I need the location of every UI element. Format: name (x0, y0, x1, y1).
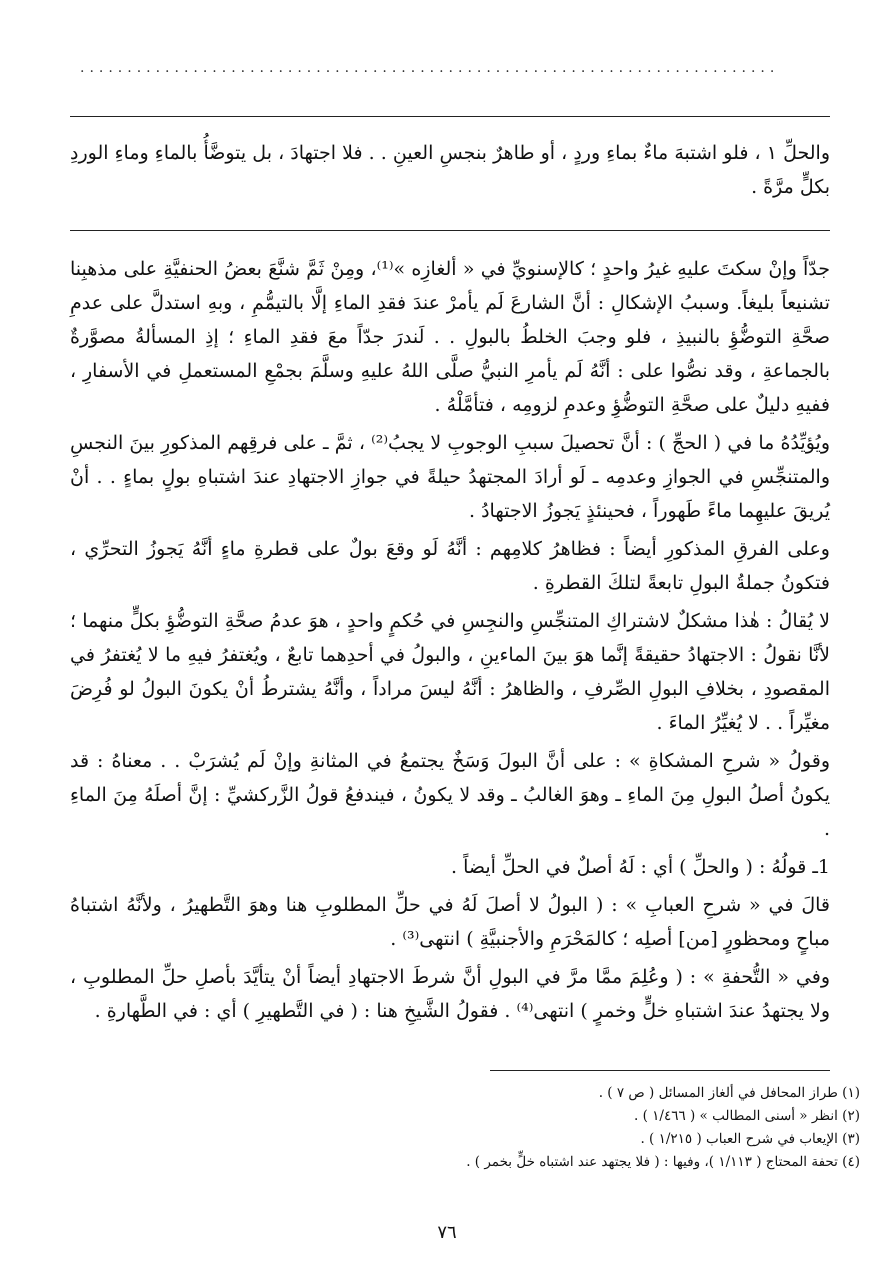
footnotes (300, 1082, 860, 1174)
footnote-3: (٣) الإيعاب في شرح العباب ( ١/٢١٥ ) . (640, 1131, 860, 1147)
paragraph-2: ويُؤيِّدُهُ ما في ( الحجِّ ) : أنَّ تحصيلَ سببِ الوجوبِ لا يجبُ⁽²⁾ ، ثمَّ ـ على فرقِهم المذكورِ بينَ النجسِ والمتنجِّسِ في الجوازِ وعدمِه ـ لَو أرادَ المجتهدُ حيلةً في جوازِ الاجتهادِ عندَ اشتباهِ بولٍ بماءٍ . . أنْ يُريقَ عليهِما ماءً طَهوراً ، فحينئذٍ يَجوزُ الاجتهادُ . (70, 432, 830, 522)
commentary-divider (70, 230, 830, 231)
paragraph-7: قالَ في « شرحِ العبابِ » : ( البولُ لا أصلَ لَهُ في حلِّ المطلوبِ هنا وهوَ التَّطهيرُ ، ولأنَّهُ اشتباهُ مباحٍ ومحظورٍ [من] أصلِه ؛ كالمَحْرَمِ والأجنبيَّةِ ) انتهى⁽³⁾ . (70, 894, 830, 950)
footnote-1: (١) طراز المحافل في ألغاز المسائل ( ص ٧ ) . (598, 1085, 860, 1101)
paragraph-4: لا يُقالُ : هٰذا مشكلٌ لاشتراكِ المتنجِّسِ والنجِسِ في حُكمٍ واحدٍ ، هوَ عدمُ صحَّةِ التوضُّؤِ بكلٍّ منهما ؛ لأنَّا نقولُ : الاجتهادُ حقيقةً إنَّما هوَ بينَ الماءينِ ، والبولُ في أحدِهما تابعٌ ، ويُغتفرُ فيهِ ما لا يُغتفرُ في المقصودِ ، بخلافِ البولِ الصِّرفِ ، والظاهرُ : أنَّهُ ليسَ مراداً ، وأنَّهُ يشترطُ أنْ يكونَ البولُ لو فُرِضَ مغيِّراً . . لا يُغيِّرُ الماءَ . (70, 610, 831, 734)
paragraph-6: 1ـ قولُهُ : ( والحلِّ ) أي : لَهُ أصلٌ في الحلِّ أيضاً . (450, 856, 830, 878)
margin-commentary: والحلِّ ١ ، فلو اشتبهَ ماءٌ بماءِ وردٍ ، أو طاهرٌ بنجسِ العينِ . . فلا اجتهادَ ، بل يتوضَّأُ بالماءِ وماءِ الوردِ بكلٍّ مرَّةً . (70, 142, 831, 198)
paragraph-5: وقولُ « شرحِ المشكاةِ » : على أنَّ البولَ وَسَخٌ يجتمعُ في المثانةِ وإنْ لَم يُشرَبْ . . معناهُ : قد يكونُ أصلُ البولِ مِنَ الماءِ ـ وهوَ الغالبُ ـ وقد لا يكونُ ، فيندفعُ قولُ الزَّركشيِّ : إنَّ أصلَهُ مِنَ الماءِ . (70, 750, 830, 840)
paragraph-3: وعلى الفرقِ المذكورِ أيضاً : فظاهرُ كلامِهم : أنَّهُ لَو وقعَ بولٌ على قطرةِ ماءٍ أنَّهُ يَجوزُ التحرِّي ، فتكونُ جملةُ البولِ تابعةً لتلكَ القطرةِ . (70, 538, 830, 594)
page-number: ٧٦ (437, 1222, 457, 1243)
footnote-2: (٢) انظر « أسنى المطالب » ( ١/٤٦٦ ) . (634, 1108, 860, 1124)
header-rule (70, 116, 830, 117)
main-text (70, 252, 830, 1028)
footnote-4: (٤) تحفة المحتاج ( ١/١١٣ )، وفيها : ( فلا يجتهد عند اشتباه خلٍّ بخمر ) . (466, 1154, 860, 1170)
paragraph-8: وفي « التُّحفةِ » : ( وعُلِمَ ممَّا مرَّ في البولِ أنَّ شرطَ الاجتهادِ أيضاً أنْ يتأيَّدَ بأصلِ حلِّ المطلوبِ ، ولا يجتهدُ عندَ اشتباهِ خلٍّ وخمرٍ ) انتهى⁽⁴⁾ . فقولُ الشَّيخِ هنا : ( في التَّطهيرِ ) أي : في الطَّهارةِ . (70, 966, 830, 1022)
dotted-separator: .......................................................................... (80, 60, 780, 76)
footnote-rule (490, 1070, 830, 1071)
paragraph-1: جدّاً وإنْ سكتَ عليهِ غيرُ واحدٍ ؛ كالإسنويِّ في « ألغازِه »⁽¹⁾، ومِنْ ثَمَّ شنَّعَ بعضُ الحنفيَّةِ على مذهبِنا تشنيعاً بليغاً. وسببُ الإشكالِ : أنَّ الشارعَ لَم يأمرْ عندَ فقدِ الماءِ إلَّا بالتيمُّمِ ، وبهِ استدلَّ على عدمِ صحَّةِ التوضُّؤِ بالنبيذِ ، فلو وجبَ الخلطُ بالبولِ . . لَندرَ جدّاً معَ فقدِ الماءِ ؛ إذِ المسألةُ مصوَّرةٌ بالجماعةِ ، وقد نصُّوا على : أنَّهُ لَم يأمرِ النبيُّ صلَّى اللهُ عليهِ وسلَّمَ بجمْعِ المستعملِ في الأسفارِ ، ففيهِ دليلٌ على صحَّةِ التوضُّؤِ وعدمِ لزومِه ، فتأمَّلْهُ . (70, 258, 830, 416)
